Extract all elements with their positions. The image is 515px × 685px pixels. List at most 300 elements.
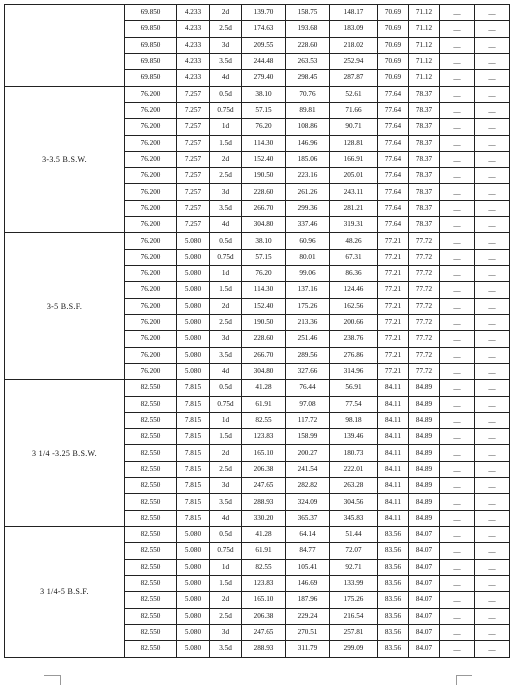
table-cell: 84.11 (378, 380, 409, 396)
table-cell: 162.56 (330, 298, 378, 314)
table-cell: 77.64 (378, 119, 409, 135)
table-cell: __ (475, 233, 510, 249)
table-cell: 244.48 (242, 53, 286, 69)
table-cell: __ (475, 184, 510, 200)
table-cell: __ (440, 396, 475, 412)
table-cell: 82.550 (125, 641, 177, 657)
table-cell: 5.080 (177, 608, 210, 624)
table-cell: 223.16 (286, 168, 330, 184)
table-cell: 270.51 (286, 624, 330, 640)
table-cell: 241.54 (286, 461, 330, 477)
table-cell: 60.96 (286, 233, 330, 249)
table-cell: 77.72 (409, 266, 440, 282)
thread-group-label: 3 1/4 -3.25 B.S.W. (5, 380, 125, 527)
table-cell: __ (440, 429, 475, 445)
table-cell: __ (475, 396, 510, 412)
table-cell: 83.56 (378, 527, 409, 543)
table-cell: 84.07 (409, 527, 440, 543)
table-cell: 83.56 (378, 592, 409, 608)
table-cell: 84.89 (409, 445, 440, 461)
table-cell: 84.89 (409, 396, 440, 412)
table-cell: 7.257 (177, 184, 210, 200)
table-cell: 206.38 (242, 608, 286, 624)
table-cell: 175.26 (330, 592, 378, 608)
table-cell: __ (440, 37, 475, 53)
table-cell: 117.72 (286, 412, 330, 428)
table-row (5, 86, 510, 102)
table-cell: 77.64 (378, 200, 409, 216)
table-cell: __ (475, 494, 510, 510)
table-cell: __ (440, 266, 475, 282)
table-cell: __ (440, 363, 475, 379)
table-cell: 0.5d (210, 380, 242, 396)
table-cell: 2.5d (210, 461, 242, 477)
table-cell: 3.5d (210, 53, 242, 69)
table-cell: __ (475, 53, 510, 69)
table-cell: 80.01 (286, 249, 330, 265)
table-cell: 279.40 (242, 70, 286, 86)
table-cell: 282.82 (286, 478, 330, 494)
table-cell: 299.36 (286, 200, 330, 216)
table-cell: 2.5d (210, 168, 242, 184)
table-cell: 69.850 (125, 70, 177, 86)
table-cell: 84.11 (378, 461, 409, 477)
table-cell: 324.09 (286, 494, 330, 510)
table-cell: 82.550 (125, 592, 177, 608)
table-cell: 61.91 (242, 396, 286, 412)
table-cell: 4.233 (177, 37, 210, 53)
table-cell: 84.89 (409, 412, 440, 428)
table-body (5, 5, 510, 658)
table-cell: 78.37 (409, 217, 440, 233)
table-cell: 76.200 (125, 298, 177, 314)
table-cell: 51.44 (330, 527, 378, 543)
table-cell: 1d (210, 559, 242, 575)
table-cell: 76.20 (242, 119, 286, 135)
table-cell: 71.12 (409, 37, 440, 53)
table-cell: 4d (210, 70, 242, 86)
table-cell: 82.550 (125, 494, 177, 510)
table-cell: 2.5d (210, 608, 242, 624)
table-cell: 77.72 (409, 282, 440, 298)
table-cell: 84.07 (409, 575, 440, 591)
table-cell: __ (440, 168, 475, 184)
table-cell: 146.96 (286, 135, 330, 151)
table-cell: 84.77 (286, 543, 330, 559)
table-cell: 3.5d (210, 347, 242, 363)
table-cell: 76.200 (125, 363, 177, 379)
table-cell: 158.99 (286, 429, 330, 445)
table-cell: 77.21 (378, 347, 409, 363)
table-cell: 206.38 (242, 461, 286, 477)
table-cell: 1d (210, 119, 242, 135)
table-cell: 76.200 (125, 266, 177, 282)
table-cell: __ (475, 478, 510, 494)
table-cell: 263.53 (286, 53, 330, 69)
table-cell: 152.40 (242, 298, 286, 314)
table-cell: __ (475, 119, 510, 135)
table-cell: 77.64 (378, 86, 409, 102)
table-cell: __ (440, 53, 475, 69)
table-cell: __ (440, 559, 475, 575)
table-cell: 185.06 (286, 151, 330, 167)
thread-group-label: 3-3.5 B.S.W. (5, 86, 125, 233)
table-cell: 78.37 (409, 168, 440, 184)
crop-mark (60, 675, 61, 685)
table-cell: 52.61 (330, 86, 378, 102)
table-cell: 0.5d (210, 86, 242, 102)
table-cell: 78.37 (409, 200, 440, 216)
table-cell: 76.44 (286, 380, 330, 396)
table-cell: 228.60 (242, 184, 286, 200)
table-cell: 7.815 (177, 494, 210, 510)
table-cell: 124.46 (330, 282, 378, 298)
table-cell: 77.21 (378, 233, 409, 249)
thread-group-label (5, 5, 125, 87)
table-cell: 84.11 (378, 510, 409, 526)
table-row (5, 527, 510, 543)
table-cell: 7.257 (177, 86, 210, 102)
table-cell: 3.5d (210, 641, 242, 657)
table-cell: 70.76 (286, 86, 330, 102)
table-cell: __ (475, 592, 510, 608)
table-cell: 77.64 (378, 168, 409, 184)
table-cell: 238.76 (330, 331, 378, 347)
table-cell: 77.72 (409, 363, 440, 379)
table-cell: 84.07 (409, 559, 440, 575)
table-cell: 78.37 (409, 102, 440, 118)
table-cell: 114.30 (242, 282, 286, 298)
table-cell: 7.257 (177, 102, 210, 118)
table-cell: 84.07 (409, 624, 440, 640)
table-cell: __ (475, 363, 510, 379)
table-cell: 5.080 (177, 331, 210, 347)
table-cell: 69.850 (125, 21, 177, 37)
table-cell: 7.815 (177, 478, 210, 494)
table-cell: 82.550 (125, 559, 177, 575)
table-cell: __ (475, 249, 510, 265)
table-cell: __ (475, 543, 510, 559)
table-cell: 70.69 (378, 5, 409, 21)
table-cell: __ (475, 608, 510, 624)
table-cell: 7.257 (177, 135, 210, 151)
table-cell: 1.5d (210, 429, 242, 445)
table-cell: 57.15 (242, 102, 286, 118)
table-cell: 5.080 (177, 624, 210, 640)
table-cell: 41.28 (242, 527, 286, 543)
table-cell: 304.80 (242, 217, 286, 233)
table-cell: 175.26 (286, 298, 330, 314)
table-cell: 82.550 (125, 575, 177, 591)
table-cell: 114.30 (242, 135, 286, 151)
table-cell: 7.815 (177, 461, 210, 477)
table-cell: 84.11 (378, 445, 409, 461)
table-cell: __ (475, 37, 510, 53)
table-cell: __ (475, 314, 510, 330)
table-cell: 77.21 (378, 282, 409, 298)
table-cell: 84.89 (409, 510, 440, 526)
table-cell: __ (440, 119, 475, 135)
table-cell: 266.70 (242, 200, 286, 216)
table-cell: 82.550 (125, 396, 177, 412)
table-cell: __ (475, 445, 510, 461)
table-cell: __ (440, 575, 475, 591)
table-cell: 82.550 (125, 380, 177, 396)
table-cell: 82.550 (125, 510, 177, 526)
table-cell: 5.080 (177, 543, 210, 559)
table-cell: 1.5d (210, 282, 242, 298)
table-cell: 263.28 (330, 478, 378, 494)
table-cell: __ (440, 478, 475, 494)
table-cell: 174.63 (242, 21, 286, 37)
table-cell: 276.86 (330, 347, 378, 363)
table-cell: 304.56 (330, 494, 378, 510)
table-cell: 319.31 (330, 217, 378, 233)
table-cell: 99.06 (286, 266, 330, 282)
table-cell: 165.10 (242, 592, 286, 608)
table-cell: 76.200 (125, 184, 177, 200)
table-cell: __ (440, 494, 475, 510)
table-cell: 229.24 (286, 608, 330, 624)
table-cell: 76.200 (125, 331, 177, 347)
table-cell: 77.21 (378, 298, 409, 314)
table-cell: 228.60 (286, 37, 330, 53)
table-cell: __ (440, 70, 475, 86)
table-cell: __ (440, 412, 475, 428)
table-cell: 83.56 (378, 608, 409, 624)
table-cell: 1d (210, 266, 242, 282)
table-cell: 76.200 (125, 200, 177, 216)
table-cell: 83.56 (378, 641, 409, 657)
table-cell: 288.93 (242, 641, 286, 657)
table-cell: 0.75d (210, 249, 242, 265)
table-cell: 4.233 (177, 70, 210, 86)
table-cell: 345.83 (330, 510, 378, 526)
table-cell: 77.21 (378, 314, 409, 330)
table-cell: __ (440, 135, 475, 151)
table-cell: 41.28 (242, 380, 286, 396)
table-cell: __ (475, 641, 510, 657)
table-cell: 82.550 (125, 429, 177, 445)
table-cell: 304.80 (242, 363, 286, 379)
table-cell: 77.21 (378, 363, 409, 379)
table-cell: 158.75 (286, 5, 330, 21)
table-cell: __ (475, 461, 510, 477)
table-cell: 76.200 (125, 347, 177, 363)
table-cell: __ (440, 592, 475, 608)
table-cell: 72.07 (330, 543, 378, 559)
table-cell: __ (475, 135, 510, 151)
table-cell: 84.89 (409, 478, 440, 494)
table-row (5, 380, 510, 396)
table-cell: __ (475, 298, 510, 314)
table-cell: 222.01 (330, 461, 378, 477)
table-cell: 7.257 (177, 217, 210, 233)
table-cell: 77.72 (409, 331, 440, 347)
table-cell: 83.56 (378, 624, 409, 640)
table-cell: 251.46 (286, 331, 330, 347)
table-cell: 57.15 (242, 249, 286, 265)
table-cell: __ (475, 102, 510, 118)
table-cell: 0.75d (210, 543, 242, 559)
table-cell: 5.080 (177, 347, 210, 363)
table-cell: 64.14 (286, 527, 330, 543)
table-cell: 5.080 (177, 249, 210, 265)
table-cell: 146.69 (286, 575, 330, 591)
table-cell: 77.21 (378, 249, 409, 265)
table-cell: 89.81 (286, 102, 330, 118)
table-cell: 76.20 (242, 266, 286, 282)
table-cell: __ (475, 21, 510, 37)
table-cell: 330.20 (242, 510, 286, 526)
table-cell: 0.5d (210, 527, 242, 543)
table-cell: 76.200 (125, 282, 177, 298)
table-cell: __ (475, 217, 510, 233)
table-cell: __ (440, 233, 475, 249)
table-cell: 38.10 (242, 233, 286, 249)
table-cell: __ (440, 608, 475, 624)
table-cell: 1d (210, 412, 242, 428)
table-cell: 78.37 (409, 184, 440, 200)
table-cell: 77.64 (378, 102, 409, 118)
table-cell: 190.50 (242, 314, 286, 330)
table-cell: 98.18 (330, 412, 378, 428)
table-cell: __ (440, 445, 475, 461)
table-cell: 77.72 (409, 298, 440, 314)
table-cell: 3.5d (210, 200, 242, 216)
table-cell: 311.79 (286, 641, 330, 657)
table-cell: 78.37 (409, 135, 440, 151)
thread-group-label: 3 1/4-5 B.S.F. (5, 527, 125, 658)
table-cell: __ (440, 217, 475, 233)
table-cell: 84.11 (378, 396, 409, 412)
table-cell: 137.16 (286, 282, 330, 298)
table-cell: 84.07 (409, 592, 440, 608)
table-cell: 3d (210, 37, 242, 53)
table-cell: 5.080 (177, 592, 210, 608)
table-row (5, 5, 510, 21)
table-cell: 77.64 (378, 135, 409, 151)
table-cell: __ (440, 102, 475, 118)
table-cell: 152.40 (242, 151, 286, 167)
table-cell: 7.815 (177, 380, 210, 396)
table-cell: 77.64 (378, 217, 409, 233)
table-cell: 180.73 (330, 445, 378, 461)
table-cell: 82.550 (125, 461, 177, 477)
table-cell: __ (475, 70, 510, 86)
table-cell: 7.257 (177, 200, 210, 216)
table-cell: __ (440, 314, 475, 330)
table-cell: 70.69 (378, 70, 409, 86)
table-cell: __ (475, 559, 510, 575)
table-cell: __ (475, 282, 510, 298)
table-cell: 4d (210, 363, 242, 379)
crop-mark (456, 675, 457, 685)
table-cell: __ (475, 200, 510, 216)
table-cell: 213.36 (286, 314, 330, 330)
table-cell: 1.5d (210, 575, 242, 591)
table-cell: __ (440, 347, 475, 363)
table-cell: 82.550 (125, 478, 177, 494)
table-cell: 190.50 (242, 168, 286, 184)
table-cell: 76.200 (125, 249, 177, 265)
table-cell: 77.72 (409, 347, 440, 363)
table-cell: 82.550 (125, 608, 177, 624)
table-cell: 71.66 (330, 102, 378, 118)
table-cell: 314.96 (330, 363, 378, 379)
table-cell: 84.11 (378, 494, 409, 510)
table-cell: __ (440, 298, 475, 314)
table-cell: 71.12 (409, 53, 440, 69)
table-cell: 77.72 (409, 314, 440, 330)
table-cell: __ (475, 266, 510, 282)
table-cell: __ (440, 624, 475, 640)
table-cell: 7.815 (177, 429, 210, 445)
table-cell: 287.87 (330, 70, 378, 86)
table-cell: 71.12 (409, 5, 440, 21)
table-cell: 7.815 (177, 445, 210, 461)
table-cell: 218.02 (330, 37, 378, 53)
table-cell: 209.55 (242, 37, 286, 53)
table-cell: __ (440, 184, 475, 200)
table-cell: 70.69 (378, 53, 409, 69)
table-cell: 216.54 (330, 608, 378, 624)
table-cell: 78.37 (409, 119, 440, 135)
table-cell: 84.07 (409, 608, 440, 624)
table-cell: 5.080 (177, 575, 210, 591)
table-cell: 205.01 (330, 168, 378, 184)
table-cell: 266.70 (242, 347, 286, 363)
table-cell: 69.850 (125, 37, 177, 53)
table-cell: 281.21 (330, 200, 378, 216)
table-cell: 7.257 (177, 119, 210, 135)
table-cell: __ (440, 282, 475, 298)
table-cell: 261.26 (286, 184, 330, 200)
table-cell: 257.81 (330, 624, 378, 640)
table-cell: 70.69 (378, 21, 409, 37)
table-cell: __ (475, 510, 510, 526)
table-cell: 228.60 (242, 331, 286, 347)
table-cell: 3d (210, 331, 242, 347)
table-cell: 5.080 (177, 314, 210, 330)
table-cell: __ (475, 380, 510, 396)
table-cell: __ (440, 461, 475, 477)
table-cell: 67.31 (330, 249, 378, 265)
table-cell: 5.080 (177, 363, 210, 379)
table-cell: 82.55 (242, 559, 286, 575)
table-cell: 38.10 (242, 86, 286, 102)
table-cell: 298.45 (286, 70, 330, 86)
table-cell: 2d (210, 151, 242, 167)
table-cell: 5.080 (177, 298, 210, 314)
table-cell: 105.41 (286, 559, 330, 575)
table-cell: 200.66 (330, 314, 378, 330)
table-cell: 71.12 (409, 21, 440, 37)
table-cell: 84.89 (409, 380, 440, 396)
table-cell: 83.56 (378, 575, 409, 591)
table-cell: 3d (210, 478, 242, 494)
table-cell: 4.233 (177, 5, 210, 21)
table-cell: 2.5d (210, 21, 242, 37)
table-cell: __ (475, 575, 510, 591)
table-cell: __ (475, 86, 510, 102)
table-row (5, 233, 510, 249)
table-cell: __ (440, 200, 475, 216)
table-cell: __ (440, 21, 475, 37)
table-cell: __ (440, 380, 475, 396)
table-cell: 4.233 (177, 53, 210, 69)
table-cell: 82.550 (125, 543, 177, 559)
